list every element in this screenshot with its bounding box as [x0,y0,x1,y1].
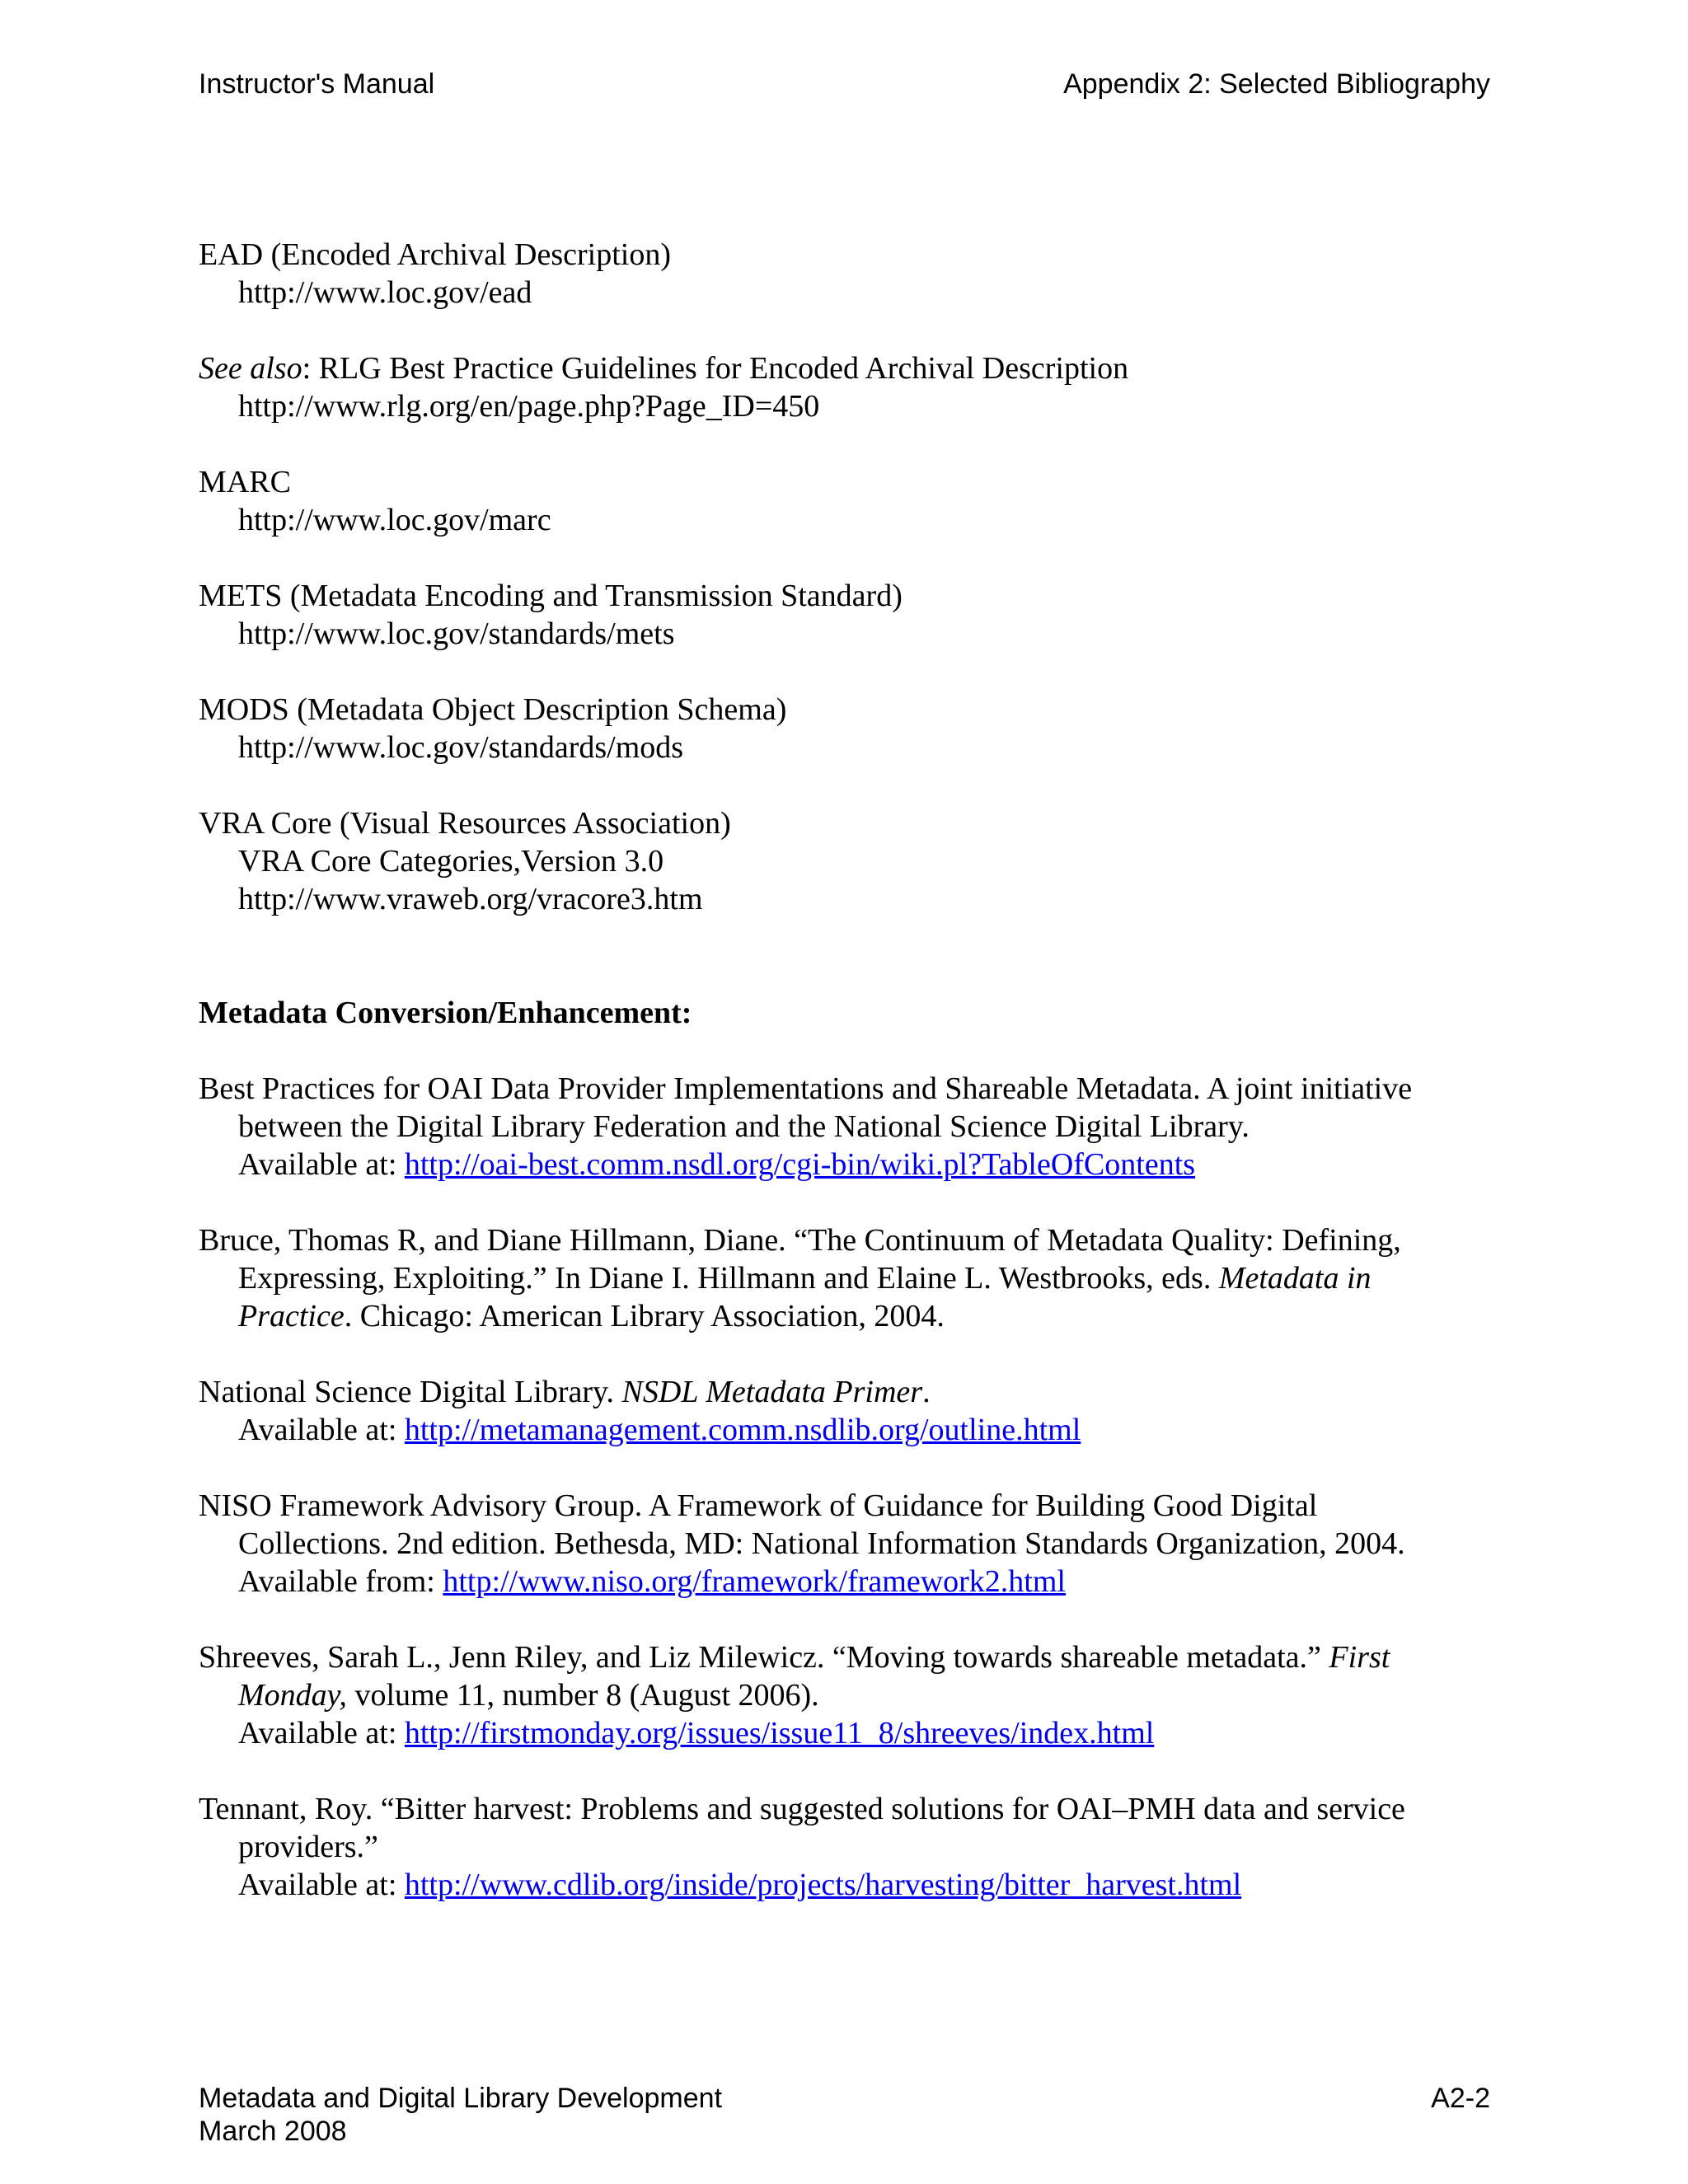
reference-availability [199,1563,1493,1601]
reference-link[interactable]: http://www.cdlib.org/inside/projects/harvesting/bitter_harvest.html [404,1868,1242,1902]
page-number: A2-2 [1431,2083,1490,2114]
reference-availability [199,1411,1493,1449]
reference-entry [199,1790,1493,1904]
standard-url: http://www.vraweb.org/vracore3.htm [238,882,703,916]
reference-availability [199,1146,1493,1183]
header-right: Appendix 2: Selected Bibliography [1063,68,1490,100]
reference-text: between the Digital Library Federation and the National Science Digital Library. [238,1109,1250,1144]
reference-title-italic: Metadata in [1218,1261,1372,1296]
reference-text: NISO Framework Advisory Group. A Framework of Guidance for Building Good Digital [199,1488,1318,1523]
availability-label: Available at: [238,1147,405,1182]
reference-link[interactable]: http://www.niso.org/framework/framework2.html [443,1564,1066,1599]
reference-text [199,1259,1493,1297]
availability-label: Available at: [238,1868,405,1902]
reference-text-part: . [922,1375,931,1409]
bibliography-content [199,236,1493,1942]
reference-entry [199,1373,1493,1449]
reference-text [199,1638,1493,1676]
see-also-label: See also [199,351,302,386]
reference-text: Best Practices for OAI Data Provider Implementations and Shareable Metadata. A joint initiative [199,1071,1413,1106]
footer-date: March 2008 [199,2116,347,2147]
standard-title: VRA Core (Visual Resources Association) [199,806,731,841]
standard-entry-ead [199,236,1493,312]
reference-entry [199,1638,1493,1752]
reference-entry [199,1221,1493,1335]
reference-entry [199,1070,1493,1183]
reference-title-italic: Monday, [238,1678,347,1713]
standard-entry-marc [199,463,1493,539]
reference-link[interactable]: http://metamanagement.comm.nsdlib.org/outline.html [404,1413,1081,1447]
standard-entry-mets [199,577,1493,653]
footer-title: Metadata and Digital Library Development [199,2083,723,2114]
availability-label: Available at: [238,1716,405,1750]
reference-text: Bruce, Thomas R, and Diane Hillmann, Diane. “The Continuum of Metadata Quality: Defining, [199,1223,1401,1258]
reference-text-part: volume 11, number 8 (August 2006). [346,1678,819,1713]
availability-label: Available at: [238,1413,405,1447]
standard-title: MARC [199,465,291,499]
standard-title [199,349,1493,387]
standard-url: http://www.loc.gov/ead [238,275,532,310]
reference-text: Tennant, Roy. “Bitter harvest: Problems and suggested solutions for OAI–PMH data and service [199,1792,1405,1826]
standard-subtitle: VRA Core Categories,Version 3.0 [238,844,664,879]
reference-text [199,1676,1493,1714]
section-heading: Metadata Conversion/Enhancement: [199,996,692,1030]
standard-title: MODS (Metadata Object Description Schema) [199,692,787,727]
reference-availability [199,1866,1493,1904]
availability-label: Available from: [238,1564,443,1599]
reference-text: providers.” [238,1830,378,1864]
reference-text-part: National Science Digital Library. [199,1375,622,1409]
standard-entry-mods [199,691,1493,766]
reference-entry [199,1487,1493,1601]
reference-link[interactable]: http://oai-best.comm.nsdl.org/cgi-bin/wiki.pl?TableOfContents [404,1147,1196,1182]
standard-title: METS (Metadata Encoding and Transmission Standard) [199,579,903,613]
reference-text-part: Shreeves, Sarah L., Jenn Riley, and Liz Milewicz. “Moving towards shareable metadata.” [199,1640,1329,1675]
standard-entry-see-also [199,349,1493,425]
reference-link[interactable]: http://firstmonday.org/issues/issue11_8/shreeves/index.html [404,1716,1155,1750]
standard-url: http://www.rlg.org/en/page.php?Page_ID=450 [238,389,820,424]
standard-url: http://www.loc.gov/marc [238,503,551,537]
standard-title: EAD (Encoded Archival Description) [199,237,671,272]
standard-entry-vra [199,804,1493,918]
reference-text [199,1373,1493,1411]
reference-availability [199,1714,1493,1752]
header-left: Instructor's Manual [199,68,435,100]
reference-title-italic: Practice [238,1299,345,1333]
reference-title-italic: First [1329,1640,1390,1675]
reference-title-italic: NSDL Metadata Primer [621,1375,923,1409]
reference-text-part: . Chicago: American Library Association, 2004. [344,1299,945,1333]
standard-url: http://www.loc.gov/standards/mets [238,616,675,651]
standard-url: http://www.loc.gov/standards/mods [238,730,684,765]
reference-text: Collections. 2nd edition. Bethesda, MD: National Information Standards Organization, 2004. [238,1526,1405,1561]
reference-text-part: Expressing, Exploiting.” In Diane I. Hillmann and Elaine L. Westbrooks, eds. [238,1261,1219,1296]
see-also-text: : RLG Best Practice Guidelines for Encoded Archival Description [302,351,1129,386]
reference-text [199,1297,1493,1335]
